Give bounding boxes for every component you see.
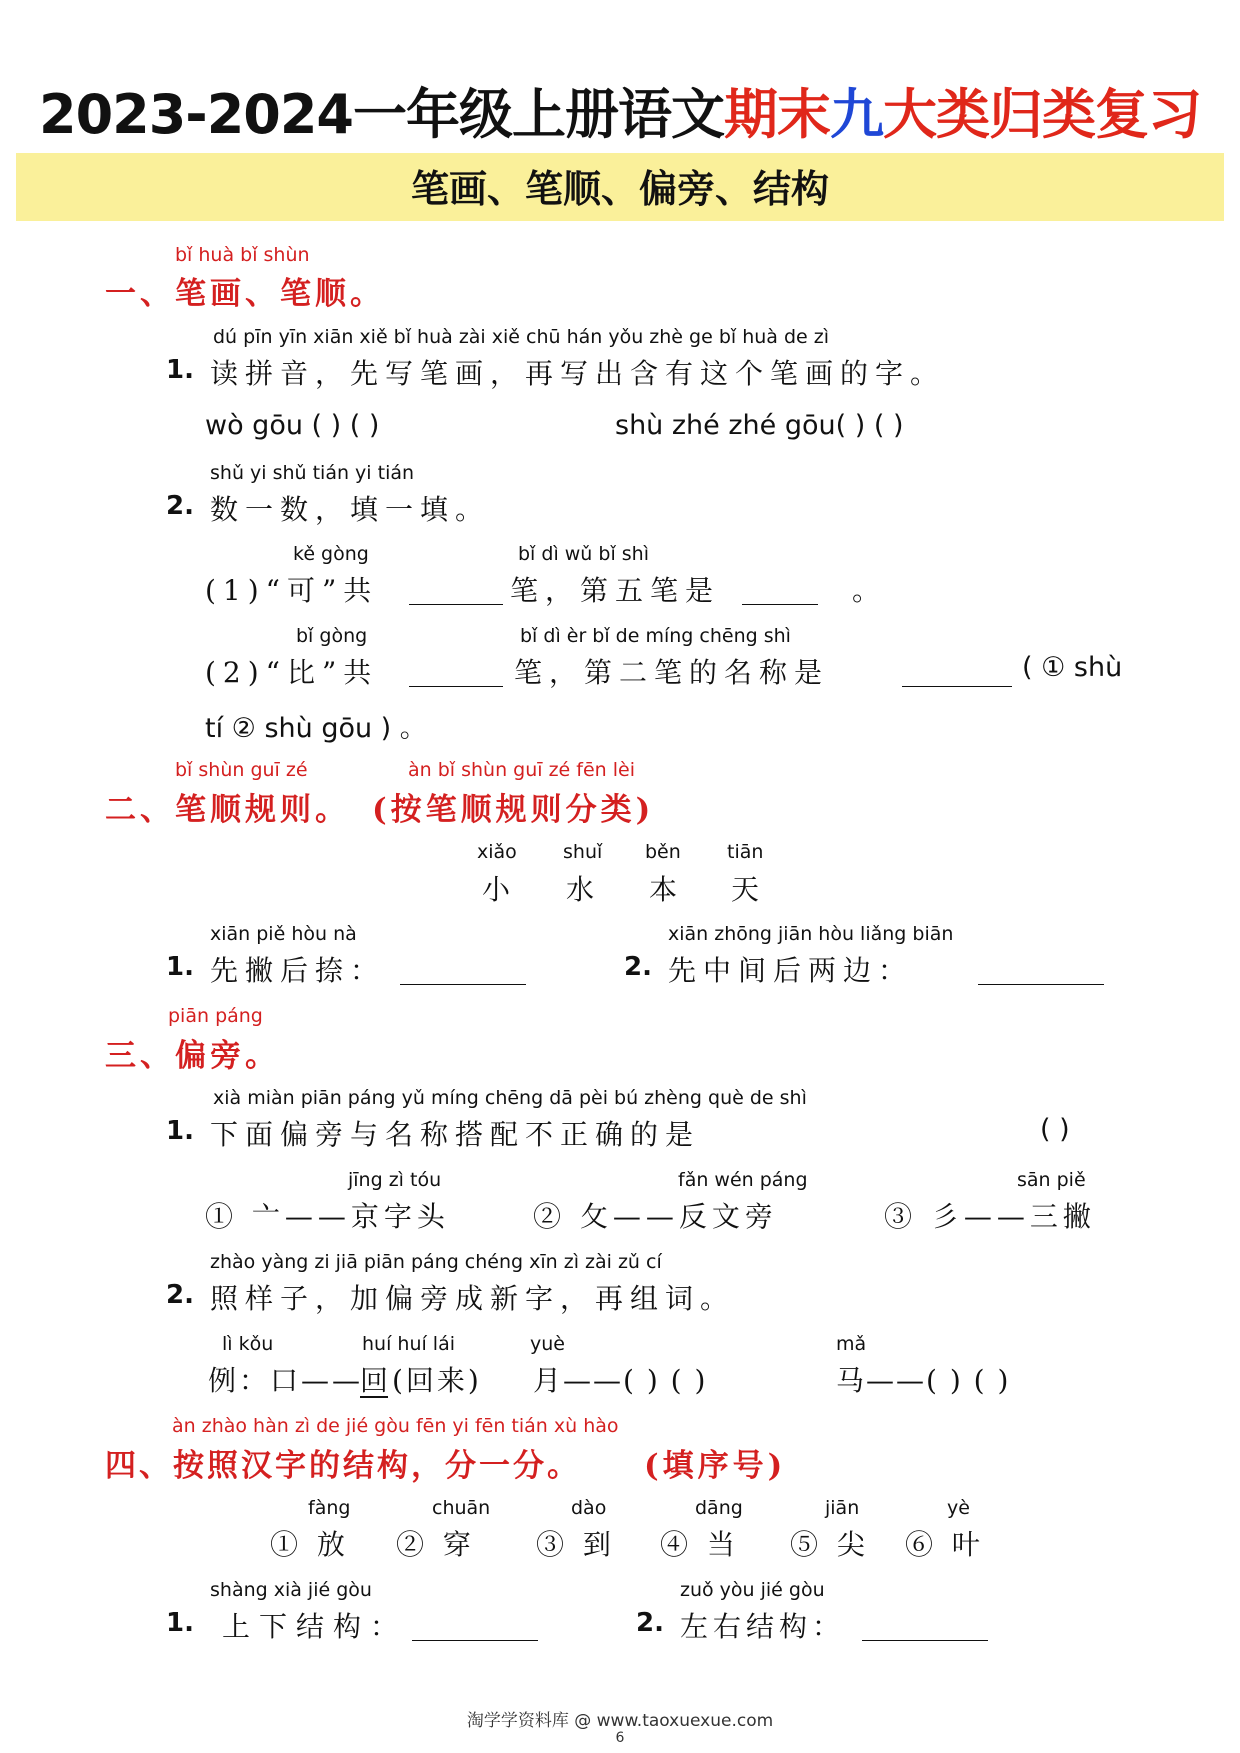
s4-q2-text: 左右结构： [680, 1610, 846, 1643]
s1-q2b-mid: 笔，第二笔的名称是 [514, 656, 830, 689]
s1-q1-item2: shù zhé zhé gōu( ) ( ) [615, 410, 904, 441]
s1-q2a-mid: 笔，第五笔是 [510, 574, 721, 607]
s4-char-pinyin-4: dāng [695, 1497, 743, 1519]
s1-q2a-pinyin2: bǐ dì wǔ bǐ shì [518, 543, 649, 565]
page-number: 6 [615, 1730, 625, 1746]
section2-pinyin: bǐ shùn guī zé [175, 759, 308, 781]
s2-char-2: 水 [566, 873, 602, 906]
s1-q2b-options-cont: tí ② shù gōu ) 。 [205, 713, 427, 744]
s4-q2-blank[interactable] [862, 1640, 988, 1641]
s2-char-pinyin-4: tiān [727, 841, 764, 863]
s3-opt2-pinyin: fǎn wén páng [678, 1169, 808, 1191]
s4-char-1: ① 放 [270, 1528, 350, 1561]
section2-title: 二、笔顺规则。 [105, 792, 350, 828]
s3-option-3: ③ 彡——三撇 [884, 1200, 1096, 1233]
s3-q2-pinyin: zhào yàng zi jiā piān páng chéng xīn zì zài zǔ cí [210, 1251, 662, 1273]
page-title [0, 72, 1240, 149]
s2-char-pinyin-3: běn [645, 841, 681, 863]
s3-example-char: 回 [360, 1364, 389, 1397]
title-text-black: 2023-2024一年级上册语文 [39, 83, 724, 146]
s1-q2b-label: (2)“比”共 [205, 656, 379, 689]
s4-char-pinyin-5: jiān [825, 1497, 860, 1519]
s1-q2a-blank1[interactable] [409, 604, 503, 605]
s2-q1-number: 1. [166, 952, 194, 982]
title-text-blue: 九 [830, 83, 883, 146]
s3-example-word: (回来) [392, 1364, 482, 1397]
s1-q2-text: 数一数，填一填。 [210, 493, 491, 526]
s1-q2a-end: 。 [852, 574, 888, 607]
s4-char-pinyin-1: fàng [308, 1497, 351, 1519]
s1-q2b-options: ( ① shù [1022, 652, 1123, 683]
s1-q1-pinyin: dú pīn yīn xiān xiě bǐ huà zài xiě chū hán yǒu zhè ge bǐ huà de zì [213, 326, 830, 348]
s2-char-3: 本 [649, 873, 685, 906]
s3-q1-answer-paren[interactable]: ( ) [1040, 1114, 1070, 1145]
s1-q2a-pinyin: kě gòng [293, 543, 369, 565]
section3-title: 三、偏旁。 [105, 1038, 280, 1074]
s3-opt3-pinyin: sān piě [1017, 1169, 1086, 1191]
s3-option-1: ① 亠——京字头 [205, 1200, 450, 1233]
section1-pinyin: bǐ huà bǐ shùn [175, 244, 310, 266]
s2-q2-number: 2. [624, 952, 652, 982]
s1-q2b-blank1[interactable] [409, 686, 503, 687]
s1-q2b-pinyin: bǐ gòng [296, 625, 368, 647]
s3-q1-number: 1. [166, 1116, 194, 1146]
s1-q2b-pinyin2: bǐ dì èr bǐ de míng chēng shì [520, 625, 791, 647]
title-text-red: 期末 [724, 83, 830, 146]
s4-q1-number: 1. [166, 1608, 194, 1638]
s3-ex-pinyin2: huí huí lái [362, 1333, 456, 1355]
s2-char-pinyin-1: xiǎo [477, 841, 517, 863]
s4-q1-pinyin: shàng xià jié gòu [210, 1579, 372, 1601]
s1-q1-number: 1. [166, 355, 194, 385]
s4-char-2: ② 穿 [396, 1528, 476, 1561]
s3-q1-text: 下面偏旁与名称搭配不正确的是 [210, 1118, 701, 1151]
s3-q1-pinyin: xià miàn piān páng yǔ míng chēng dā pèi bú zhèng què de shì [213, 1087, 807, 1109]
section4-title2: (填序号) [644, 1448, 787, 1484]
s1-q1-text: 读拼音，先写笔画，再写出含有这个笔画的字。 [210, 357, 946, 390]
s3-q2-number: 2. [166, 1280, 194, 1310]
section1-title: 一、笔画、笔顺。 [105, 276, 385, 312]
s4-char-4: ④ 当 [660, 1528, 740, 1561]
subtitle: 笔画、笔顺、偏旁、结构 [410, 167, 829, 211]
s3-example-label: 例：口—— [208, 1364, 364, 1397]
s4-char-6: ⑥ 叶 [905, 1528, 985, 1561]
s4-char-pinyin-3: dào [571, 1497, 607, 1519]
s1-q2a-blank2[interactable] [742, 604, 818, 605]
s1-q2-number: 2. [166, 491, 194, 521]
s4-char-5: ⑤ 尖 [790, 1528, 870, 1561]
s4-char-3: ③ 到 [536, 1528, 616, 1561]
s3-exercise-2[interactable]: 马——( ) ( ) [836, 1364, 1011, 1397]
s2-char-1: 小 [482, 873, 518, 906]
s4-q1-blank[interactable] [412, 1640, 538, 1641]
s2-q1-blank[interactable] [400, 984, 526, 985]
s2-q2-blank[interactable] [978, 984, 1104, 985]
s1-q2b-blank2[interactable] [902, 686, 1012, 687]
section3-pinyin: piān páng [168, 1005, 263, 1027]
s3-option-2: ② 攵——反文旁 [533, 1200, 778, 1233]
s2-q1-pinyin: xiān piě hòu nà [210, 923, 357, 945]
footer-watermark: 淘学学资料库 @ www.taoxuexue.com [466, 1711, 774, 1731]
s2-q1-text: 先撇后捺： [210, 954, 386, 987]
s2-char-pinyin-2: shuǐ [563, 841, 603, 863]
s1-q2a-label: (1)“可”共 [205, 574, 379, 607]
s4-char-pinyin-2: chuān [432, 1497, 491, 1519]
s3-q2-text: 照样子，加偏旁成新字，再组词。 [210, 1282, 736, 1315]
s4-q2-pinyin: zuǒ yòu jié gòu [680, 1579, 825, 1601]
section4-pinyin: àn zhào hàn zì de jié gòu fēn yi fēn tián xù hào [172, 1415, 619, 1437]
s1-q2-pinyin: shǔ yi shǔ tián yi tián [210, 462, 415, 484]
s2-char-4: 天 [731, 873, 767, 906]
s3-exercise-1[interactable]: 月——( ) ( ) [533, 1364, 708, 1397]
s2-q2-pinyin: xiān zhōng jiān hòu liǎng biān [668, 923, 954, 945]
title-text-red-2: 大类归类复习 [883, 83, 1201, 146]
s4-q1-text: 上下结构： [222, 1610, 408, 1643]
s4-q2-number: 2. [636, 1608, 664, 1638]
section4-title: 四、按照汉字的结构，分一分。 [105, 1448, 581, 1484]
s2-q2-text: 先中间后两边： [668, 954, 914, 987]
s4-char-pinyin-6: yè [947, 1497, 970, 1519]
s3-ex-pinyin3: yuè [530, 1333, 565, 1355]
section2-title2: (按笔顺规则分类) [372, 792, 655, 828]
section2-pinyin2: àn bǐ shùn guī zé fēn lèi [408, 759, 635, 781]
s3-ex-pinyin1: lì kǒu [222, 1333, 274, 1355]
s3-opt1-pinyin: jīng zì tóu [348, 1169, 442, 1191]
s1-q1-item1: wò gōu ( ) ( ) [205, 410, 380, 441]
s3-ex-pinyin4: mǎ [836, 1333, 867, 1355]
